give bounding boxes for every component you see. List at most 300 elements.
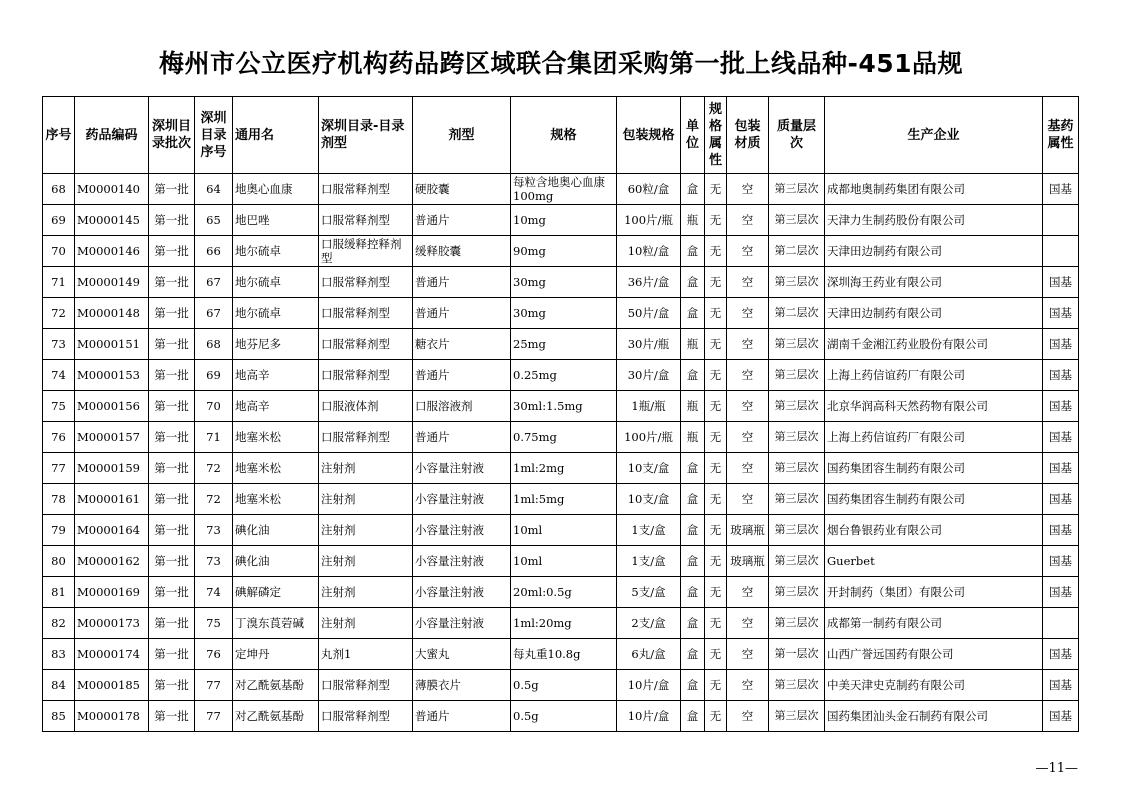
table-cell: 第三层次 <box>769 515 825 546</box>
table-cell: 小容量注射液 <box>413 484 511 515</box>
table-cell: 口服常释剂型 <box>319 329 413 360</box>
table-cell: 碘化油 <box>233 515 319 546</box>
table-cell: 碘解磷定 <box>233 577 319 608</box>
table-row <box>43 608 1079 639</box>
header-cell: 药品编码 <box>75 97 149 174</box>
table-cell: 第三层次 <box>769 701 825 732</box>
table-header-row <box>43 97 1079 174</box>
table-cell: 第一批 <box>149 701 195 732</box>
table-body <box>43 174 1079 732</box>
table-cell: 第一批 <box>149 670 195 701</box>
table-cell: 30mg <box>511 298 617 329</box>
table-cell: 10粒/盒 <box>617 236 681 267</box>
table-cell: 67 <box>195 267 233 298</box>
table-row <box>43 391 1079 422</box>
table-cell: 第三层次 <box>769 484 825 515</box>
table-cell: 空 <box>727 267 769 298</box>
table-cell: 成都第一制药有限公司 <box>825 608 1043 639</box>
table-cell: 66 <box>195 236 233 267</box>
table-cell: 30ml:1.5mg <box>511 391 617 422</box>
table-cell: 国基 <box>1043 453 1079 484</box>
table-cell: 天津田边制药有限公司 <box>825 298 1043 329</box>
table-cell: 无 <box>705 639 727 670</box>
header-cell: 剂型 <box>413 97 511 174</box>
table-row <box>43 639 1079 670</box>
table-row <box>43 174 1079 205</box>
table-cell: 77 <box>195 670 233 701</box>
table-cell: 83 <box>43 639 75 670</box>
table-cell: 国基 <box>1043 484 1079 515</box>
table-cell: 第一批 <box>149 391 195 422</box>
table-cell: 第三层次 <box>769 453 825 484</box>
table-cell: M0000149 <box>75 267 149 298</box>
table-cell: M0000151 <box>75 329 149 360</box>
table-cell: 对乙酰氨基酚 <box>233 670 319 701</box>
table-cell: 瓶 <box>681 329 705 360</box>
header-cell: 深圳目录批次 <box>149 97 195 174</box>
table-cell: 缓释胶囊 <box>413 236 511 267</box>
table-cell: 10片/盒 <box>617 670 681 701</box>
table-cell: 糖衣片 <box>413 329 511 360</box>
table-cell: 85 <box>43 701 75 732</box>
table-cell: 盒 <box>681 670 705 701</box>
table-cell: 空 <box>727 422 769 453</box>
table-cell: 盒 <box>681 267 705 298</box>
table-cell: 5支/盒 <box>617 577 681 608</box>
table-cell: 注射剂 <box>319 484 413 515</box>
table-cell: 65 <box>195 205 233 236</box>
table-cell: 每丸重10.8g <box>511 639 617 670</box>
table-cell: 中美天津史克制药有限公司 <box>825 670 1043 701</box>
table-cell: 77 <box>43 453 75 484</box>
table-cell: 盒 <box>681 453 705 484</box>
table-cell: 碘化油 <box>233 546 319 577</box>
table-cell: 无 <box>705 577 727 608</box>
table-cell: M0000178 <box>75 701 149 732</box>
table-cell: 81 <box>43 577 75 608</box>
table-cell: 10mg <box>511 205 617 236</box>
table-cell <box>1043 236 1079 267</box>
header-cell: 生产企业 <box>825 97 1043 174</box>
table-cell: M0000164 <box>75 515 149 546</box>
table-cell: 无 <box>705 174 727 205</box>
table-cell: 10片/盒 <box>617 701 681 732</box>
table-cell: 普通片 <box>413 267 511 298</box>
table-cell: 0.5g <box>511 670 617 701</box>
table-cell: 30片/瓶 <box>617 329 681 360</box>
table-cell: 空 <box>727 453 769 484</box>
table-cell: 1ml:20mg <box>511 608 617 639</box>
table-cell: 第一批 <box>149 453 195 484</box>
table-cell: 69 <box>195 360 233 391</box>
table-cell: 无 <box>705 484 727 515</box>
table-cell: 玻璃瓶 <box>727 515 769 546</box>
table-cell: 湖南千金湘江药业股份有限公司 <box>825 329 1043 360</box>
table-cell: 70 <box>195 391 233 422</box>
table-cell: 100片/瓶 <box>617 422 681 453</box>
table-cell: 无 <box>705 453 727 484</box>
table-cell: 68 <box>43 174 75 205</box>
table-cell: 72 <box>43 298 75 329</box>
table-cell: 1瓶/瓶 <box>617 391 681 422</box>
table-cell: 国基 <box>1043 298 1079 329</box>
table-cell: 国基 <box>1043 267 1079 298</box>
table-cell: 国基 <box>1043 546 1079 577</box>
table-cell: 大蜜丸 <box>413 639 511 670</box>
table-cell: 第三层次 <box>769 608 825 639</box>
table-cell: 74 <box>195 577 233 608</box>
table-cell: 70 <box>43 236 75 267</box>
table-cell: 国药集团容生制药有限公司 <box>825 453 1043 484</box>
table-cell: 无 <box>705 546 727 577</box>
table-cell: 地奥心血康 <box>233 174 319 205</box>
header-cell: 包装规格 <box>617 97 681 174</box>
table-cell: 国基 <box>1043 515 1079 546</box>
table-cell: M0000173 <box>75 608 149 639</box>
table-cell: 第一批 <box>149 236 195 267</box>
table-cell: 国基 <box>1043 670 1079 701</box>
table-cell: 国基 <box>1043 577 1079 608</box>
table-cell: 小容量注射液 <box>413 546 511 577</box>
table-cell: 25mg <box>511 329 617 360</box>
table-cell: 无 <box>705 236 727 267</box>
table-cell: 第一批 <box>149 577 195 608</box>
table-cell: 30mg <box>511 267 617 298</box>
table-cell: 盒 <box>681 639 705 670</box>
table-cell: 成都地奥制药集团有限公司 <box>825 174 1043 205</box>
table-cell: 第三层次 <box>769 329 825 360</box>
page-number: —11— <box>1035 761 1078 776</box>
table-cell: 硬胶囊 <box>413 174 511 205</box>
table-cell: 地尔硫卓 <box>233 236 319 267</box>
table-cell: 第一批 <box>149 298 195 329</box>
table-cell: 无 <box>705 391 727 422</box>
table-cell: 国基 <box>1043 329 1079 360</box>
table-cell: 空 <box>727 484 769 515</box>
table-cell: 无 <box>705 515 727 546</box>
table-cell: 小容量注射液 <box>413 453 511 484</box>
table-cell: 国基 <box>1043 360 1079 391</box>
table-cell: 空 <box>727 329 769 360</box>
table-row <box>43 329 1079 360</box>
table-cell: M0000174 <box>75 639 149 670</box>
table-cell: 0.75mg <box>511 422 617 453</box>
table-cell: 0.25mg <box>511 360 617 391</box>
table-cell: 口服常释剂型 <box>319 298 413 329</box>
table-cell: 盒 <box>681 701 705 732</box>
table-cell: 地塞米松 <box>233 422 319 453</box>
table-cell: 口服液体剂 <box>319 391 413 422</box>
table-cell: M0000145 <box>75 205 149 236</box>
table-cell: 口服缓释控释剂型 <box>319 236 413 267</box>
table-cell: 定坤丹 <box>233 639 319 670</box>
table-cell: 74 <box>43 360 75 391</box>
table-cell: M0000156 <box>75 391 149 422</box>
table-cell: 盒 <box>681 608 705 639</box>
table-cell: 盒 <box>681 515 705 546</box>
table-cell: 口服常释剂型 <box>319 670 413 701</box>
table-cell: M0000157 <box>75 422 149 453</box>
table-cell: 盒 <box>681 360 705 391</box>
table-cell: 第三层次 <box>769 174 825 205</box>
table-cell: 小容量注射液 <box>413 515 511 546</box>
header-cell: 序号 <box>43 97 75 174</box>
table-cell: 玻璃瓶 <box>727 546 769 577</box>
table-cell: 口服常释剂型 <box>319 360 413 391</box>
table-cell: Guerbet <box>825 546 1043 577</box>
table-cell: 国基 <box>1043 639 1079 670</box>
table-cell: 67 <box>195 298 233 329</box>
table-cell: 国基 <box>1043 174 1079 205</box>
table-cell: 空 <box>727 391 769 422</box>
table-cell: 无 <box>705 267 727 298</box>
table-cell: 普通片 <box>413 701 511 732</box>
table-cell: 空 <box>727 174 769 205</box>
table-cell <box>1043 205 1079 236</box>
table-cell: 75 <box>195 608 233 639</box>
table-cell: 90mg <box>511 236 617 267</box>
table-cell: M0000169 <box>75 577 149 608</box>
table-cell: 盒 <box>681 298 705 329</box>
table-cell: 第一批 <box>149 360 195 391</box>
table-cell: 72 <box>195 484 233 515</box>
table-cell: 天津力生制药股份有限公司 <box>825 205 1043 236</box>
table-cell: 无 <box>705 422 727 453</box>
table-row <box>43 577 1079 608</box>
table-cell: 79 <box>43 515 75 546</box>
table-cell: 10ml <box>511 515 617 546</box>
table-cell: 20ml:0.5g <box>511 577 617 608</box>
table-cell: 10支/盒 <box>617 453 681 484</box>
table-cell: 80 <box>43 546 75 577</box>
table-cell: 第一批 <box>149 515 195 546</box>
table-cell: 国基 <box>1043 701 1079 732</box>
header-cell: 深圳目录序号 <box>195 97 233 174</box>
table-cell: 0.5g <box>511 701 617 732</box>
table-cell: 75 <box>43 391 75 422</box>
table-cell: 82 <box>43 608 75 639</box>
table-cell: 第三层次 <box>769 670 825 701</box>
table-cell: 第二层次 <box>769 298 825 329</box>
table-cell: 每粒含地奥心血康100mg <box>511 174 617 205</box>
table-cell: 小容量注射液 <box>413 577 511 608</box>
table-cell: 无 <box>705 205 727 236</box>
table-cell: 注射剂 <box>319 546 413 577</box>
drug-list-table <box>42 96 1079 732</box>
table-cell: M0000140 <box>75 174 149 205</box>
table-cell: M0000153 <box>75 360 149 391</box>
table-cell: 空 <box>727 670 769 701</box>
table-cell: 普通片 <box>413 360 511 391</box>
table-cell: 盒 <box>681 236 705 267</box>
table-cell: 第三层次 <box>769 391 825 422</box>
header-cell: 包装材质 <box>727 97 769 174</box>
header-cell: 基药属性 <box>1043 97 1079 174</box>
table-cell: 瓶 <box>681 205 705 236</box>
table-cell: 空 <box>727 360 769 391</box>
table-cell: 72 <box>195 453 233 484</box>
table-cell: 山西广誉远国药有限公司 <box>825 639 1043 670</box>
table-cell: 71 <box>43 267 75 298</box>
table-cell: 地高辛 <box>233 391 319 422</box>
table-cell: 10支/盒 <box>617 484 681 515</box>
document-title: 梅州市公立医疗机构药品跨区域联合集团采购第一批上线品种-451品规 <box>158 49 964 78</box>
table-cell: 第一批 <box>149 267 195 298</box>
table-cell: 第一批 <box>149 205 195 236</box>
table-cell: 地芬尼多 <box>233 329 319 360</box>
table-cell: 空 <box>727 608 769 639</box>
table-cell: 64 <box>195 174 233 205</box>
table-cell: 普通片 <box>413 422 511 453</box>
table-cell: 第三层次 <box>769 205 825 236</box>
table-cell: 国基 <box>1043 422 1079 453</box>
table-cell: 第一批 <box>149 639 195 670</box>
table-cell: 77 <box>195 701 233 732</box>
table-cell: 国药集团汕头金石制药有限公司 <box>825 701 1043 732</box>
table-cell: 对乙酰氨基酚 <box>233 701 319 732</box>
table-cell: 北京华润高科天然药物有限公司 <box>825 391 1043 422</box>
table-cell: 地巴唑 <box>233 205 319 236</box>
table-cell: 无 <box>705 608 727 639</box>
table-cell: 第二层次 <box>769 236 825 267</box>
table-cell: 第三层次 <box>769 267 825 298</box>
table-cell: M0000148 <box>75 298 149 329</box>
table-cell: M0000146 <box>75 236 149 267</box>
table-cell: 深圳海王药业有限公司 <box>825 267 1043 298</box>
table-row <box>43 546 1079 577</box>
table-cell: 无 <box>705 329 727 360</box>
table-cell: M0000161 <box>75 484 149 515</box>
table-cell: 第三层次 <box>769 422 825 453</box>
table-cell: 空 <box>727 298 769 329</box>
table-cell: 第三层次 <box>769 577 825 608</box>
table-cell: 口服常释剂型 <box>319 205 413 236</box>
table-cell: 无 <box>705 670 727 701</box>
table-cell: 1ml:5mg <box>511 484 617 515</box>
table-cell: 盒 <box>681 577 705 608</box>
table-cell: 国基 <box>1043 391 1079 422</box>
table-cell: 小容量注射液 <box>413 608 511 639</box>
table-cell: 36片/盒 <box>617 267 681 298</box>
header-cell: 规格 <box>511 97 617 174</box>
table-cell: 第三层次 <box>769 360 825 391</box>
table-cell: 天津田边制药有限公司 <box>825 236 1043 267</box>
header-cell: 规格属性 <box>705 97 727 174</box>
table-cell: 上海上药信谊药厂有限公司 <box>825 360 1043 391</box>
table-cell: 丸剂1 <box>319 639 413 670</box>
table-cell: 口服常释剂型 <box>319 422 413 453</box>
table-cell: 30片/盒 <box>617 360 681 391</box>
table-cell: 76 <box>43 422 75 453</box>
table-cell: 口服溶液剂 <box>413 391 511 422</box>
table-cell: 第一批 <box>149 608 195 639</box>
table-cell: 开封制药（集团）有限公司 <box>825 577 1043 608</box>
table-cell: 1ml:2mg <box>511 453 617 484</box>
table-cell: 口服常释剂型 <box>319 267 413 298</box>
table-cell: 烟台鲁银药业有限公司 <box>825 515 1043 546</box>
table-row <box>43 267 1079 298</box>
table-row <box>43 360 1079 391</box>
header-cell: 单位 <box>681 97 705 174</box>
table-cell: 60粒/盒 <box>617 174 681 205</box>
table-cell: 瓶 <box>681 391 705 422</box>
table-cell: 空 <box>727 639 769 670</box>
table-cell: 69 <box>43 205 75 236</box>
table-cell: 空 <box>727 205 769 236</box>
header-cell: 通用名 <box>233 97 319 174</box>
table-cell: 注射剂 <box>319 453 413 484</box>
table-cell: M0000185 <box>75 670 149 701</box>
table-cell: 无 <box>705 298 727 329</box>
table-cell: 100片/瓶 <box>617 205 681 236</box>
table-cell: 1支/盒 <box>617 546 681 577</box>
table-cell: 上海上药信谊药厂有限公司 <box>825 422 1043 453</box>
table-cell: 注射剂 <box>319 577 413 608</box>
table-row <box>43 484 1079 515</box>
table-cell: 84 <box>43 670 75 701</box>
table-cell: 国药集团容生制药有限公司 <box>825 484 1043 515</box>
table-cell: 第一层次 <box>769 639 825 670</box>
header-cell: 深圳目录-目录剂型 <box>319 97 413 174</box>
table-cell: 地尔硫卓 <box>233 298 319 329</box>
table-cell: 注射剂 <box>319 515 413 546</box>
table-cell: 空 <box>727 577 769 608</box>
table-cell: 10ml <box>511 546 617 577</box>
table-cell: 2支/盒 <box>617 608 681 639</box>
table-cell: 73 <box>43 329 75 360</box>
table-cell: 第一批 <box>149 329 195 360</box>
table-row <box>43 205 1079 236</box>
table-row <box>43 422 1079 453</box>
table-cell: 空 <box>727 236 769 267</box>
table-cell: 78 <box>43 484 75 515</box>
table-row <box>43 453 1079 484</box>
table-cell: 薄膜衣片 <box>413 670 511 701</box>
table-cell: 注射剂 <box>319 608 413 639</box>
header-cell: 质量层次 <box>769 97 825 174</box>
table-cell: M0000159 <box>75 453 149 484</box>
table-cell: 第一批 <box>149 422 195 453</box>
table-cell: 普通片 <box>413 298 511 329</box>
table-cell: 盒 <box>681 484 705 515</box>
table-cell: 73 <box>195 515 233 546</box>
table-cell: 瓶 <box>681 422 705 453</box>
table-cell: 第一批 <box>149 174 195 205</box>
table-cell: 口服常释剂型 <box>319 701 413 732</box>
table-row <box>43 236 1079 267</box>
table-cell: 无 <box>705 360 727 391</box>
table-cell: 6丸/盒 <box>617 639 681 670</box>
table-cell: 普通片 <box>413 205 511 236</box>
table-cell: 第一批 <box>149 484 195 515</box>
table-cell: 50片/盒 <box>617 298 681 329</box>
table-row <box>43 298 1079 329</box>
table-cell: 地塞米松 <box>233 453 319 484</box>
table-cell: 76 <box>195 639 233 670</box>
table-cell: 73 <box>195 546 233 577</box>
table-cell: M0000162 <box>75 546 149 577</box>
table-cell: 地高辛 <box>233 360 319 391</box>
table-cell: 71 <box>195 422 233 453</box>
table-cell: 68 <box>195 329 233 360</box>
table-cell: 第一批 <box>149 546 195 577</box>
table-row <box>43 670 1079 701</box>
table-cell <box>1043 608 1079 639</box>
table-cell: 盒 <box>681 174 705 205</box>
table-row <box>43 515 1079 546</box>
table-cell: 第三层次 <box>769 546 825 577</box>
table-cell: 口服常释剂型 <box>319 174 413 205</box>
